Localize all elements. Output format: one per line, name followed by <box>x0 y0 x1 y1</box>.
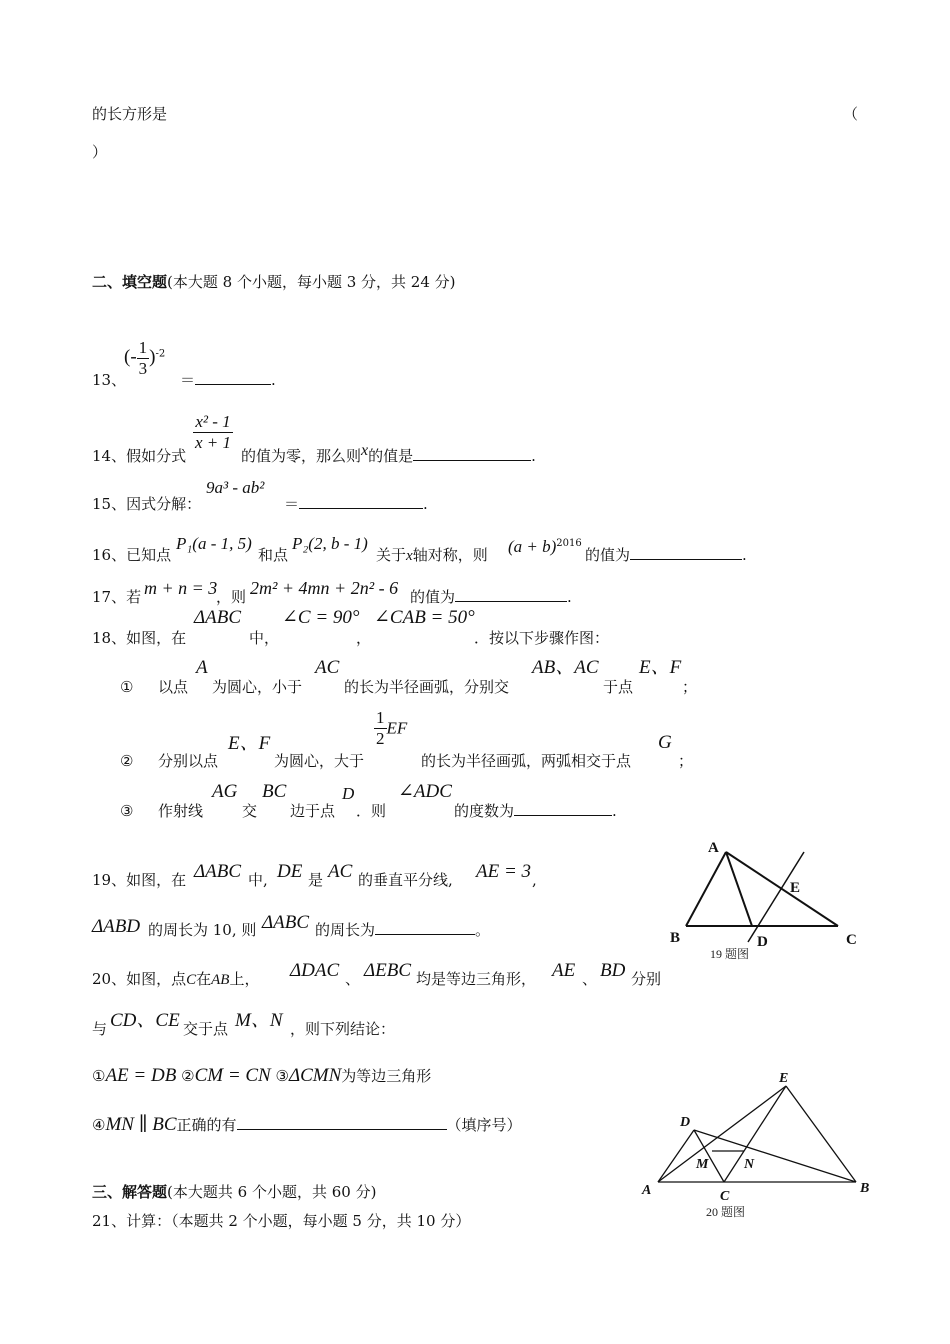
q18-step1-t3: 的长为半径画弧，分别交 <box>344 678 510 696</box>
fig20-label-M: M <box>696 1157 709 1172</box>
q19-answer-blank[interactable] <box>375 920 475 935</box>
q17-end: . <box>567 588 572 606</box>
q18-step1-AC-text: AC <box>315 657 340 678</box>
q13-denominator: 3 <box>138 359 148 378</box>
q19-AE <box>476 862 531 882</box>
q20-c4-text: 正确的有 <box>176 1116 237 1134</box>
q18-step1-AC <box>315 658 339 678</box>
q20-c1-mark: ① <box>92 1067 106 1085</box>
q20-c4-mark: ④ <box>92 1116 106 1134</box>
q18-step2-EF <box>228 734 270 754</box>
q16-x: x <box>406 548 413 564</box>
q14-var: x <box>361 442 369 459</box>
fig20-side-eb <box>786 1086 856 1182</box>
q19-is: 是 <box>308 871 324 889</box>
q18-step3-mark: ③ <box>120 802 134 820</box>
q18-step1-mark: ① <box>120 678 134 696</box>
q18-steps-intro: ．按以下步骤作图： <box>474 629 610 647</box>
q16-p2-text: P₂(2, b - 1) <box>292 534 368 553</box>
q19-lead: 19、如图，在 <box>92 871 187 889</box>
q18-step2-G-text: G <box>658 732 672 753</box>
q18-step3-AG <box>212 782 237 802</box>
section-2-note: (本大题 8 个小题，每小题 3 分，共 24 分) <box>167 273 456 291</box>
q16-text-e: 的值为 <box>585 546 631 564</box>
q20-EBC-text: ΔEBC <box>364 960 412 981</box>
q20-conclusions-2 <box>92 1115 522 1135</box>
q18-step3-t3: 边于点 <box>290 802 336 820</box>
q20-line2-a: 与 <box>92 1020 108 1038</box>
q20-text-a: 20、如图，点 <box>92 970 187 988</box>
q19-AC <box>328 862 352 882</box>
q17-answer-blank[interactable] <box>455 587 567 602</box>
q15-equals: ＝ <box>284 495 300 513</box>
fig19-side-ac <box>726 852 838 926</box>
fig20-segment-bd <box>694 1130 856 1182</box>
q13-answer-blank[interactable] <box>195 370 271 385</box>
q19-triangle <box>194 862 241 882</box>
q17-cond-text: m + n = 3 <box>144 578 218 598</box>
q19-line2-d: 的周长为 <box>315 921 376 939</box>
q17-tail <box>410 587 572 607</box>
q18-answer-blank[interactable] <box>514 801 612 816</box>
q20-MN <box>235 1011 283 1031</box>
q16-expr: (a + b) <box>508 537 557 556</box>
q20-c2-mark: ② <box>181 1067 195 1085</box>
q18-in: 中， <box>249 629 280 647</box>
q20-equilateral: 均是等边三角形， <box>416 970 537 988</box>
fig20-label-D: D <box>680 1115 691 1130</box>
q18-step1-t2: 为圆心，小于 <box>212 678 303 696</box>
q20-text-b: 在 <box>196 970 212 988</box>
q18-triangle <box>194 608 241 628</box>
q18-half-num: 1 <box>376 708 385 727</box>
q20-C: C <box>186 972 197 988</box>
q17-then: ，则 <box>216 588 247 606</box>
q20-DAC <box>290 961 339 981</box>
q14-answer-blank[interactable] <box>413 446 531 461</box>
q13-numerator: 1 <box>138 338 148 357</box>
fig20-label-N: N <box>744 1157 755 1172</box>
q20-c4-end: （填序号） <box>446 1116 522 1134</box>
q14-fraction <box>193 412 233 453</box>
q17-lead: 17、若 <box>92 588 142 606</box>
section-2-title: 二、填空题 <box>92 273 168 291</box>
fig19-label-E: E <box>790 880 801 896</box>
q18-step3-ADC <box>398 782 452 802</box>
q20-c1: AE = DB <box>105 1065 177 1086</box>
q20-BD <box>600 961 625 981</box>
q20-BD-text: BD <box>600 960 626 981</box>
answer-paren-right: ） <box>92 143 108 161</box>
q20-DAC-text: ΔDAC <box>290 960 340 981</box>
q19-DE-text: DE <box>277 861 303 882</box>
q18-step1-ABAC <box>532 658 599 678</box>
intro-text: 的长方形是 <box>92 105 168 123</box>
q20-c3-mark: ③ <box>275 1067 289 1085</box>
answer-paren-left: （ <box>843 105 859 123</box>
q15-answer <box>284 494 428 514</box>
fig19-segment-ad <box>726 852 752 926</box>
q13-fraction <box>137 338 150 379</box>
q18-step3-AG-text: AG <box>212 781 238 802</box>
q16-text-c: 关于 <box>376 546 407 564</box>
q14-numerator: x² - 1 <box>193 412 233 433</box>
q20-conclusions-1 <box>92 1066 431 1086</box>
q18-step2-t1: 分别以点 <box>158 752 219 770</box>
q16-p1 <box>176 534 252 554</box>
q19-AE-text: AE = 3 <box>476 861 532 882</box>
fig20-label-B: B <box>860 1181 870 1196</box>
q20-c3: ΔCMN <box>288 1065 342 1086</box>
q17-expr-text: 2m² + 4mn + 2n² - 6 <box>250 578 399 598</box>
q13-lead: (- <box>124 346 137 368</box>
q19-AC-text: AC <box>328 861 353 882</box>
fig20-segment-ae <box>658 1086 786 1182</box>
q18-step3-t2: 交 <box>242 802 258 820</box>
q18-step3-ADC-text: ∠ADC <box>398 781 452 802</box>
q18-step1-EF <box>639 658 681 678</box>
q20-AE <box>552 961 575 981</box>
q18-step3-BC-text: BC <box>262 781 287 802</box>
q16-answer-blank[interactable] <box>630 545 742 560</box>
q18-step1-t4: 于点 <box>603 678 634 696</box>
section-2-heading <box>92 272 456 292</box>
q20-CDCE <box>110 1011 180 1031</box>
q20-line2-b: 交于点 <box>183 1020 229 1038</box>
figure-19 <box>666 830 866 965</box>
q18-angle-c-text: ∠C = 90° <box>282 607 360 628</box>
q15-answer-blank[interactable] <box>299 494 423 509</box>
q18-end: . <box>612 802 617 820</box>
q18-tri: ΔABC <box>194 607 242 628</box>
q16-exponent: 2016 <box>556 538 582 549</box>
q13-answer <box>180 370 276 390</box>
q13-exponent: -2 <box>155 348 166 360</box>
q18-step2-EF2: EF <box>386 718 408 738</box>
q17-expr <box>250 578 398 599</box>
q18-step3-t5: 的度数为 <box>454 802 515 820</box>
q15-expr: 9a³ - ab² <box>206 478 265 497</box>
q20-line2-c: ，则下列结论： <box>290 1020 396 1038</box>
q15-end: . <box>423 495 428 513</box>
q18-step1-A-text: A <box>196 657 208 678</box>
q20-c2: CM = CN <box>194 1065 271 1086</box>
q15-lead: 15、因式分解： <box>92 495 202 513</box>
q17-text-c: 的值为 <box>410 588 456 606</box>
q18-step2-mark: ② <box>120 752 134 770</box>
q18-lead: 18、如图，在 <box>92 629 187 647</box>
q18-step3-D <box>342 784 354 804</box>
q13-equals: ＝ <box>180 371 196 389</box>
q14-lead: 14、假如分式 <box>92 447 187 465</box>
q16-end: . <box>742 546 747 564</box>
q13-number: 13、 <box>92 371 127 389</box>
q19-comma: , <box>532 871 537 889</box>
q18-step3-t1: 作射线 <box>158 802 204 820</box>
q20-MN-text: M、N <box>235 1010 283 1031</box>
q16-power <box>508 534 582 557</box>
q17-cond <box>144 578 217 599</box>
q18-angle-c <box>282 608 360 628</box>
q20-CDCE-text: CD、CE <box>110 1010 180 1031</box>
section-3-title: 三、解答题 <box>92 1183 168 1201</box>
fig19-label-D: D <box>757 934 768 950</box>
fig20-label-C: C <box>720 1189 730 1204</box>
q20-answer-blank[interactable] <box>237 1115 447 1130</box>
q16-p1-text: P₁(a - 1, 5) <box>176 534 252 553</box>
q16-tail <box>585 545 747 565</box>
q18-step2-half <box>374 708 407 749</box>
q18-step1-t5: ； <box>682 678 698 696</box>
q18-step3-D-text: D <box>342 784 355 803</box>
q14-body <box>241 442 536 467</box>
q20-sep: 、 <box>345 970 361 988</box>
q20-text-c: 上， <box>229 970 260 988</box>
q15-expression <box>206 478 264 498</box>
q18-angle-cab-text: ∠CAB = 50° <box>374 607 475 628</box>
q18-step2-EF-text: E、F <box>228 733 271 754</box>
figure-20 <box>636 1064 880 1222</box>
q20-AB: AB <box>211 972 230 988</box>
q19-line2-b: 的周长为 10, 则 <box>148 921 257 939</box>
q16-p2 <box>292 534 368 554</box>
q16-text-d: 轴对称，则 <box>412 546 488 564</box>
fig19-label-C: C <box>846 932 857 948</box>
q14-denominator: x + 1 <box>195 433 232 452</box>
q20-c4: MN ∥ BC <box>105 1114 177 1135</box>
q19-ABD: ΔABD <box>92 916 141 937</box>
q14-end: . <box>531 447 536 465</box>
q20-respectively: 分别 <box>631 970 662 988</box>
q18-step2-t2: 为圆心，大于 <box>274 752 365 770</box>
fig19-label-A: A <box>708 840 719 856</box>
q16-body <box>376 545 488 566</box>
q20-c3-text: 为等边三角形 <box>341 1067 432 1085</box>
q18-half-den: 2 <box>376 729 385 748</box>
q19-line2-tail <box>315 920 490 940</box>
q19-line2-tri <box>92 917 140 937</box>
q19-line2-tri2 <box>262 913 309 933</box>
fig19-label-B: B <box>670 930 681 946</box>
q18-step1-t1: 以点 <box>158 678 189 696</box>
q14-text-c: 的值是 <box>368 447 414 465</box>
fig19-caption: 19 题图 <box>710 947 750 961</box>
q18-step2-t3: 的长为半径画弧，两弧相交于点 <box>421 752 632 770</box>
q19-bisector: 的垂直平分线, <box>358 871 453 889</box>
q20-AE-text: AE <box>552 960 576 981</box>
q18-step2-G <box>658 733 672 753</box>
q18-step1-EF-text: E、F <box>639 657 682 678</box>
q19-in: 中, <box>248 871 268 889</box>
q20-sep2: 、 <box>582 970 598 988</box>
q18-step3-BC <box>262 782 286 802</box>
q18-comma: ， <box>356 629 372 647</box>
section-3-heading <box>92 1182 376 1202</box>
q19-ABC-2: ΔABC <box>262 912 310 933</box>
q19-tri: ΔABC <box>194 861 242 882</box>
q21-text: 21、计算：（本题共 2 个小题，每小题 5 分，共 10 分） <box>92 1212 471 1230</box>
q13-end: . <box>271 371 276 389</box>
q18-step3-tail <box>454 801 617 821</box>
fig20-side-ce <box>724 1086 786 1182</box>
q13-expression <box>124 338 165 388</box>
q20-EBC <box>364 961 411 981</box>
q18-step1-ABAC-text: AB、AC <box>532 657 599 678</box>
q18-step2-t4: ； <box>678 752 694 770</box>
fig20-label-E: E <box>779 1071 789 1086</box>
q16-and: 和点 <box>258 546 289 564</box>
fig20-side-ad <box>658 1130 694 1182</box>
q19-DE <box>277 862 302 882</box>
fig20-caption: 20 题图 <box>706 1205 746 1219</box>
q18-angle-cab <box>374 608 475 628</box>
q14-text-b: 的值为零，那么则 <box>241 447 362 465</box>
q13-close: ) <box>149 346 156 368</box>
q18-step1-A <box>196 658 208 678</box>
q18-step3-t4: ．则 <box>356 802 387 820</box>
q19-end: 。 <box>475 921 491 939</box>
fig20-label-A: A <box>642 1183 652 1198</box>
q20-lead <box>92 969 259 990</box>
q16-lead: 16、已知点 <box>92 546 172 564</box>
section-3-note: (本大题共 6 个小题，共 60 分) <box>167 1183 377 1201</box>
fig19-side-ab <box>686 852 726 926</box>
